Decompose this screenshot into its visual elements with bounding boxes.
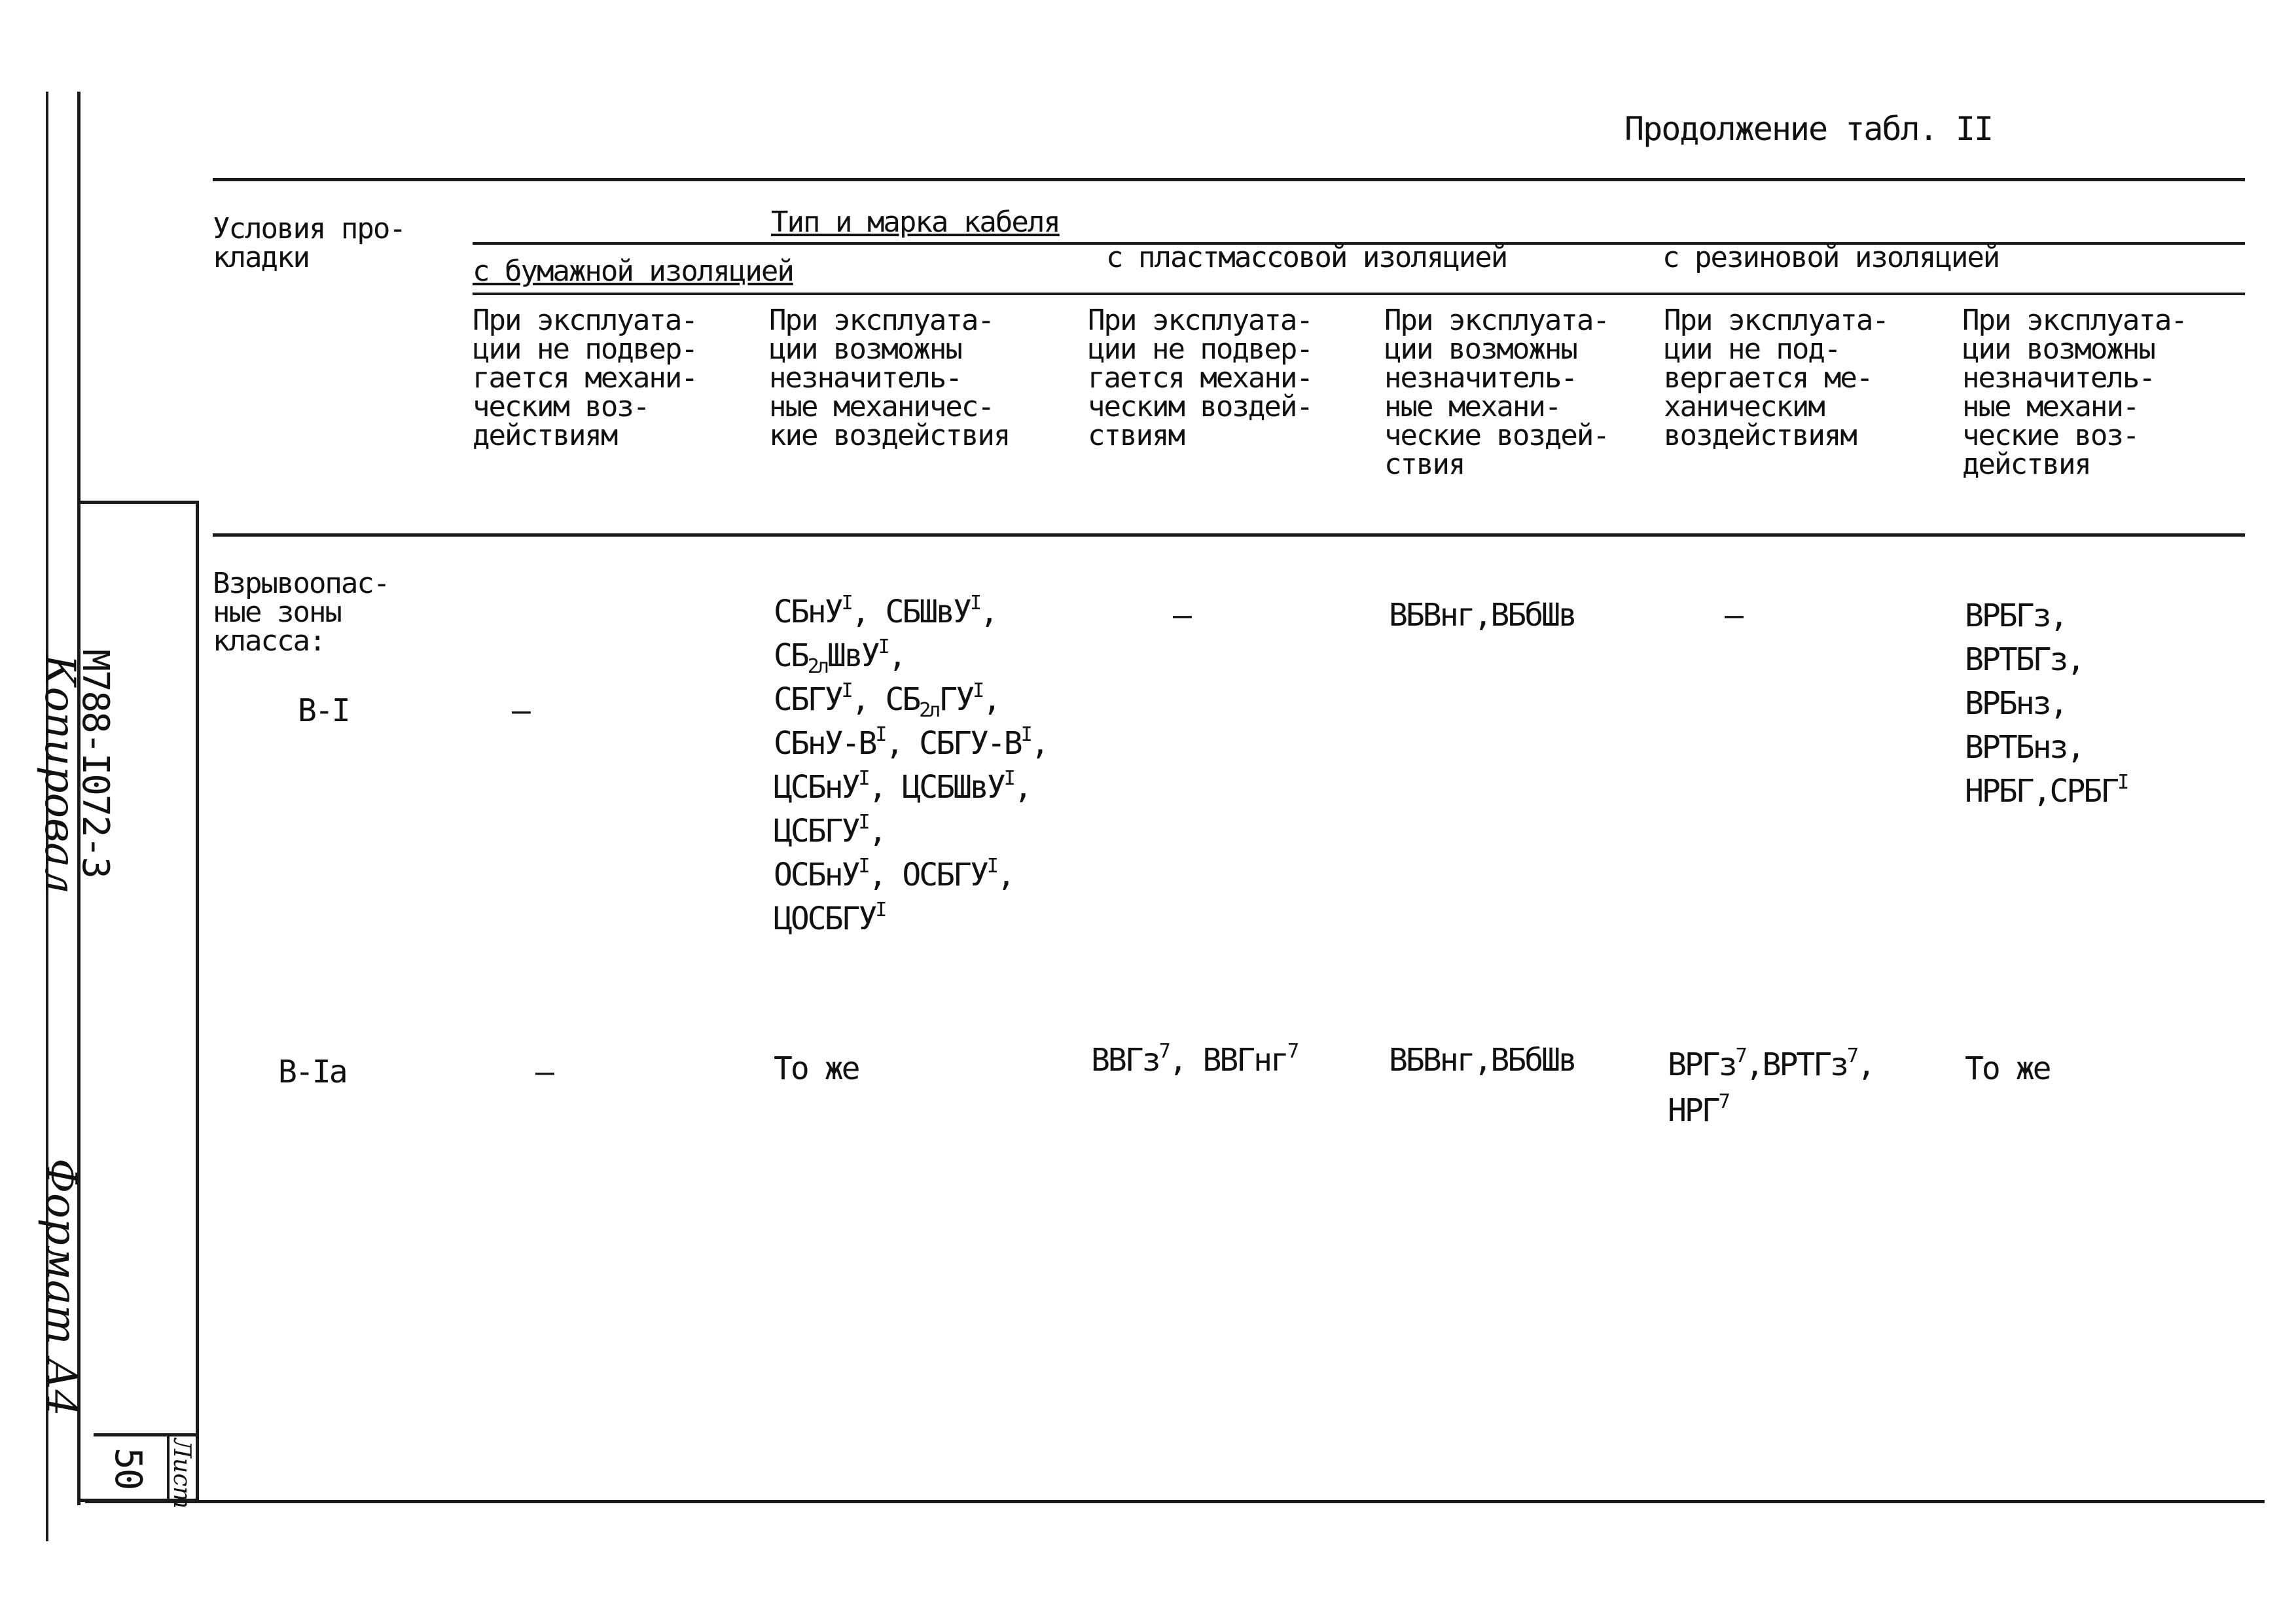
table-top-line (213, 178, 2245, 181)
copied-by-label: Копировал (35, 654, 84, 895)
row1-label: В-I (298, 692, 349, 729)
sheet-number: 50 (107, 1448, 149, 1489)
row1-plastic-minor-impact: ВБВнг,ВБбШв (1389, 597, 1575, 633)
section-title: Взрывоопас- ные зоны класса: (213, 567, 389, 658)
page-header: Продолжение табл. II (1624, 110, 1993, 148)
row2-paper-no-impact: – (535, 1054, 552, 1090)
row1-rubber-minor-impact: ВРБГз, ВРТБГз, ВРБнз, ВРТБнз, $НРБГ,СРБГ^I$ (1965, 597, 2128, 810)
col-header-plastic-no-impact: При эксплуата- ции не подвер- гается механи- ческим воздей- ствиям (1088, 304, 1312, 452)
subgroup-rubber: с резиновой изоляцией (1662, 241, 2000, 274)
group-header: Тип и марка кабеля (771, 205, 1060, 239)
format-label: Формат А4 (37, 1158, 85, 1417)
row1-paper-no-impact: – (512, 692, 529, 729)
subgroup-paper: с бумажной изоляцией (473, 255, 793, 288)
subgroup-plastic: с пластмассовой изоляцией (1106, 241, 1507, 274)
row1-plastic-no-impact: – (1173, 597, 1190, 633)
row1-paper-minor-impact: СБнУ$^I$, СБШвУ$^I$, $СБ_{2л}ШвУ^I$, $СБГУ^I$, $СБ_{2л}ГУ^I$, СБнУ-$В^I$, СБГУ-$В^I$, ЦСБнУ$^I$, ЦСБШвУ$^I$, $ЦСБГУ^I$, ОСБнУ$^I$, $ОСБГУ^I$, $ЦОСБГУ^I$ (774, 592, 1048, 937)
row1-rubber-no-impact: – (1725, 597, 1742, 633)
col-header-plastic-minor-impact: При эксплуата- ции возможны незначитель- ные механи- ческие воздей- ствия (1384, 304, 1609, 481)
col-header-rubber-minor-impact: При эксплуата- ции возможны незначитель- ные механи- ческие воз- действия (1962, 304, 2187, 481)
sheet-label: Лист (168, 1438, 195, 1509)
doc-code: М788-I072-3 (74, 649, 117, 878)
row2-label: В-Iа (278, 1054, 346, 1090)
row2-rubber-no-impact: ВРГз$^7$,ВРТГз$^7$, НРГ$^7$ (1668, 1044, 1874, 1129)
row2-paper-minor-impact: То же (774, 1050, 859, 1087)
row2-rubber-minor-impact: То же (1965, 1050, 2050, 1087)
col-header-paper-no-impact: При эксплуата- ции не подвер- гается механи- ческим воз- действиям (473, 304, 697, 452)
stamp-box-divider (94, 1433, 198, 1436)
header-bottom-line (213, 533, 2245, 537)
col-conditions-header: Условия про- кладки (213, 212, 405, 274)
row2-plastic-minor-impact: ВБВнг,ВБбШв (1389, 1042, 1575, 1079)
subgroup-underline (473, 293, 2245, 295)
col-header-rubber-no-impact: При эксплуата- ции не под- вергается ме- ханическим воздействиям (1664, 304, 1888, 452)
row2-plastic-no-impact: ВВГз$^7$, ВВГнг$^7$ (1091, 1040, 1298, 1079)
col-header-paper-minor-impact: При эксплуата- ции возможны незначитель- ные механичес- кие воздействия (769, 304, 1010, 452)
bottom-frame-line (85, 1500, 2265, 1503)
